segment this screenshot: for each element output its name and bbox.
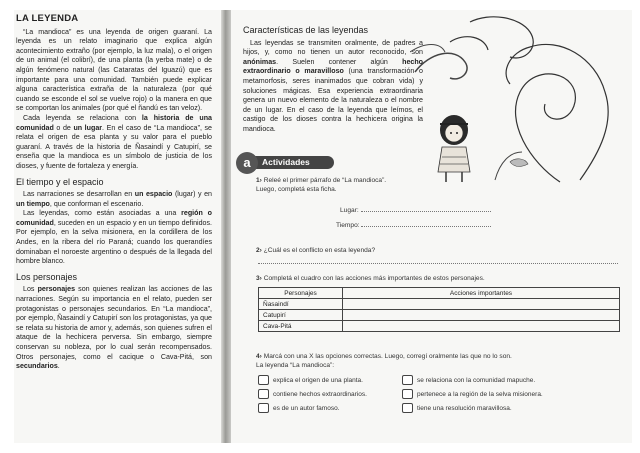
checkbox-icon[interactable] xyxy=(402,403,413,413)
page-title: LA LEYENDA xyxy=(16,13,79,24)
checkbox-icon[interactable] xyxy=(258,375,269,385)
checkbox-icon[interactable] xyxy=(258,403,269,413)
paragraph-caracteristicas: Las leyendas se transmiten oralmente, de padres a hijos, y, como no tienen un autor reconocido, son anónimas. Suelen contener algún hecho extraordinario o maravilloso (una transformación o metamorfosis, seres inanimados que cobran vida) y soluciones mágicas. Esa experiencia extraordinaria genera un nuevo elemento de la naturaleza o el nombre de un lugar. En el caso de la leyenda que leímos, el castigo de los dioses contra la hechicera origina la mandioca. xyxy=(243,38,423,133)
checkbox-icon[interactable] xyxy=(402,375,413,385)
table-header-row xyxy=(259,288,620,299)
characters-table xyxy=(258,287,620,332)
paragraph-region: Las leyendas, como están asociadas a una región o comunidad, suceden en un espacio y en un tiempo definidos. Por ejemplo, en la selva misionera, en la cordillera de los Andes, en la ribera del río Paraná; cuando los querandíes dominaban el noroeste argentino o después de la llegada del hombre blanco. xyxy=(16,209,212,266)
option-checkbox[interactable]: es de un autor famoso. xyxy=(258,403,340,413)
paragraph-definition: “La mandioca” es una leyenda de origen guaraní. La leyenda es un relato imaginario que explica algún acontecimiento extraño (por ejemplo, la luz mala), o el origen de un animal (el colibrí), de una planta (la yerba mate) o de algún fenómeno natural (las Cataratas del Iguazú) que es importante para una comunidad. También puede explicar alguna característica extraña de la naturaleza (por qué cuando se esconde el sol se vuelve rojo) o la manera en que se comportan los animales (por qué el ñandú es tan veloz). xyxy=(16,27,212,113)
table-cell-character: Cava-Pitá xyxy=(259,321,343,332)
table-cell-character: Catupirí xyxy=(259,310,343,321)
checkbox-icon[interactable] xyxy=(258,389,269,399)
heading-personajes: Los personajes xyxy=(16,271,78,282)
paragraph-personajes: Los personajes son quienes realizan las acciones de las narraciones. Según su importancia en el relato, pueden ser protagonistas o personajes secundarios. En “La mandioca”, por ejemplo, Ñasaindí y Catupirí son los protagonistas, ya que se relata su historia de amor y, además, son quienes sufren el ataque de la hechicera perversa. Sin embargo, siempre conservan su nobleza, por lo cual serán recompensados. Otros personajes, como el cacique o Cava-Pitá, son secundarios. xyxy=(16,285,212,371)
question-3: 3› Completá el cuadro con las acciones más importantes de estos personajes. xyxy=(256,275,485,282)
table-cell-answer[interactable] xyxy=(343,321,620,332)
dancing-snake-icon xyxy=(410,45,467,79)
heading-tiempo-espacio: El tiempo y el espacio xyxy=(16,176,104,187)
paragraph-escenario: Las narraciones se desarrollan en un espacio (lugar) y en un tiempo, que conforman el escenario. xyxy=(16,190,212,208)
left-column xyxy=(16,8,212,372)
table-cell-answer[interactable] xyxy=(343,299,620,310)
field-tiempo[interactable]: Tiempo: xyxy=(336,221,491,230)
checkbox-icon[interactable] xyxy=(402,389,413,399)
table-cell-answer[interactable] xyxy=(343,310,620,321)
activities-title: Actividades xyxy=(250,156,334,169)
option-checkbox[interactable]: se relaciona con la comunidad mapuche. xyxy=(402,375,535,385)
table-row xyxy=(259,321,620,332)
question-4: 4› Marcá con una X las opciones correctas. Luego, corregí oralmente las que no lo son. La leyenda “La mandioca”: xyxy=(256,353,512,369)
table-cell-character: Ñasaindí xyxy=(259,299,343,310)
answer-line-2[interactable] xyxy=(258,258,618,267)
field-lugar[interactable]: Lugar: xyxy=(340,206,491,215)
table-row xyxy=(259,310,620,321)
activities-badge: a xyxy=(236,152,258,174)
activities-header xyxy=(236,152,628,172)
paragraph-relation: Cada leyenda se relaciona con la historia de una comunidad o de un lugar. En el caso de “La mandioca”, se relata el origen de esa planta y su valor para el pueblo guaraní. A través de la historia de Ñasaindí y Catupirí, se enseña que la mandioca es un símbolo de justicia de los dioses, y fuente de fortaleza y energía. xyxy=(16,113,212,170)
option-checkbox[interactable]: contiene hechos extraordinarios. xyxy=(258,389,367,399)
option-checkbox[interactable]: pertenece a la región de la selva misionera. xyxy=(402,389,543,399)
option-checkbox[interactable]: explica el origen de una planta. xyxy=(258,375,363,385)
table-row xyxy=(259,299,620,310)
characteristics-section xyxy=(243,25,423,135)
table-header: Personajes xyxy=(259,288,343,299)
book-gutter xyxy=(221,10,231,443)
table-header: Acciones importantes xyxy=(343,288,620,299)
question-2: 2› ¿Cuál es el conflicto en esta leyenda? xyxy=(256,247,376,254)
option-checkbox[interactable]: tiene una resolución maravillosa. xyxy=(402,403,512,413)
question-1: 1› Releé el primer párrafo de “La mandioca”. Luego, completá esta ficha. xyxy=(256,177,387,193)
heading-caracteristicas: Características de las leyendas xyxy=(243,25,369,35)
